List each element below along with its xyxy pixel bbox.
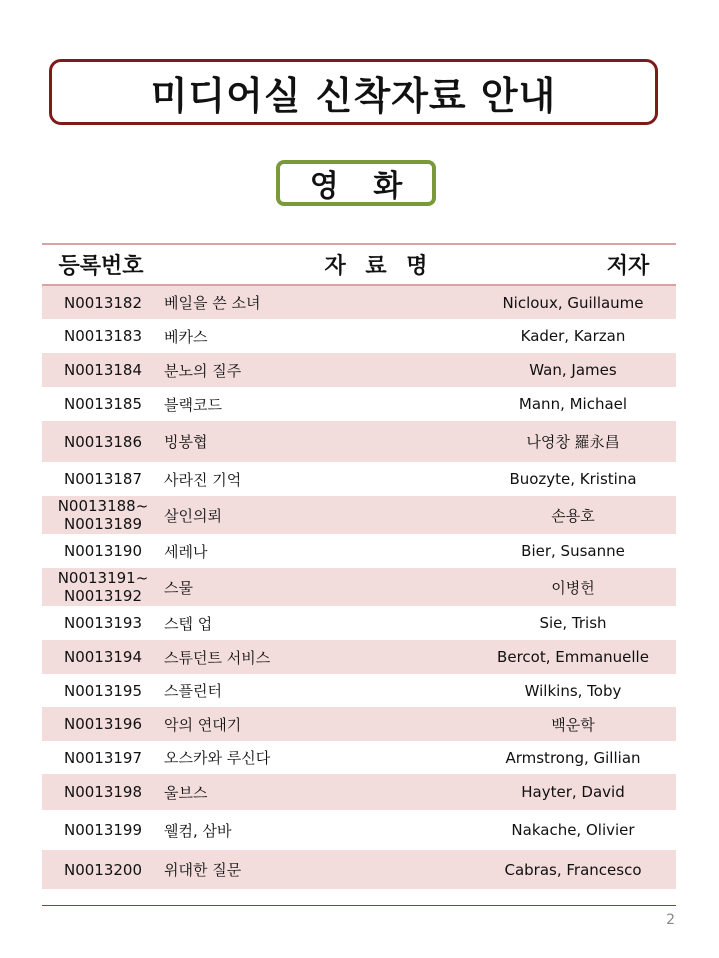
row-author: Buozyte, Kristina	[509, 470, 637, 488]
header-author: 저자	[606, 254, 650, 279]
table-row	[42, 810, 676, 850]
row-author: Bier, Susanne	[521, 542, 625, 560]
row-title: 스물	[164, 578, 193, 597]
row-title: 스플린터	[164, 682, 222, 700]
row-number: N0013185	[63, 395, 143, 413]
table-row	[42, 534, 676, 568]
row-author: Wan, James	[529, 361, 617, 379]
table-row	[42, 421, 676, 462]
row-author: Mann, Michael	[518, 395, 628, 413]
row-title: 웰컴, 삼바	[164, 821, 232, 840]
row-author: Nicloux, Guillaume	[502, 293, 644, 312]
row-author: Nakache, Olivier	[511, 821, 635, 839]
row-author: Cabras, Francesco	[504, 860, 642, 879]
row-title: 울브스	[164, 783, 208, 802]
category-box	[276, 160, 436, 206]
table-row	[42, 707, 676, 741]
row-title: 스텝 업	[164, 614, 213, 633]
row-number: N0013188~ N0013189	[57, 497, 149, 533]
table-row	[42, 353, 676, 387]
row-author: 나영창 羅永昌	[526, 433, 620, 451]
table-row	[42, 286, 676, 319]
page-title: 미디어실 신착자료 안내	[150, 73, 557, 118]
row-author: 이병헌	[551, 578, 595, 597]
row-number: N0013183	[63, 327, 143, 345]
row-title: 베카스	[164, 327, 208, 346]
row-title: 오스카와 루신다	[164, 749, 271, 767]
row-number: N0013190	[63, 542, 143, 560]
table-body	[42, 286, 676, 889]
row-author: 백운학	[551, 715, 595, 734]
new-arrivals-table	[42, 243, 676, 889]
row-number: N0013191~ N0013192	[57, 569, 149, 605]
page-title-box	[49, 59, 658, 125]
row-author: Kader, Karzan	[520, 327, 626, 345]
table-header	[42, 245, 676, 286]
row-number: N0013200	[63, 860, 143, 879]
row-author: Hayter, David	[521, 783, 625, 801]
category-label: 영 화	[309, 169, 415, 204]
table-row	[42, 496, 676, 534]
footer-divider	[42, 905, 676, 906]
row-title: 악의 연대기	[164, 715, 242, 734]
header-number: 등록번호	[58, 254, 144, 279]
row-title: 세레나	[164, 542, 208, 561]
row-author: Wilkins, Toby	[524, 681, 622, 700]
row-title: 사라진 기억	[164, 470, 242, 489]
row-number: N0013198	[63, 783, 143, 801]
row-number: N0013194	[63, 648, 143, 666]
header-title: 자 료 명	[324, 254, 434, 279]
table-row	[42, 850, 676, 889]
row-title: 베일을 쓴 소녀	[164, 294, 261, 312]
row-number: N0013199	[63, 821, 143, 839]
row-title: 살인의뢰	[164, 506, 222, 525]
table-row	[42, 387, 676, 421]
table-row	[42, 674, 676, 707]
table-row	[42, 462, 676, 496]
row-title: 위대한 질문	[164, 861, 242, 879]
page-number: 2	[666, 912, 675, 928]
row-author: Bercot, Emmanuelle	[497, 648, 649, 666]
row-author: 손용호	[551, 506, 595, 525]
row-title: 분노의 질주	[164, 361, 242, 380]
row-number: N0013193	[63, 614, 143, 632]
row-number: N0013184	[63, 361, 143, 379]
table-row	[42, 774, 676, 810]
row-author: Armstrong, Gillian	[505, 748, 641, 767]
table-row	[42, 606, 676, 640]
row-number: N0013187	[63, 470, 143, 488]
row-title: 스튜던트 서비스	[164, 648, 271, 667]
row-number: N0013186	[63, 432, 143, 451]
row-number: N0013182	[63, 293, 143, 312]
row-title: 블랙코드	[164, 395, 222, 414]
row-number: N0013195	[63, 681, 143, 700]
row-number: N0013196	[63, 715, 143, 733]
row-author: Sie, Trish	[539, 614, 607, 632]
table-row	[42, 568, 676, 606]
table-row	[42, 741, 676, 774]
row-number: N0013197	[63, 748, 143, 767]
row-title: 빙봉협	[164, 433, 208, 451]
table-row	[42, 319, 676, 353]
table-row	[42, 640, 676, 674]
